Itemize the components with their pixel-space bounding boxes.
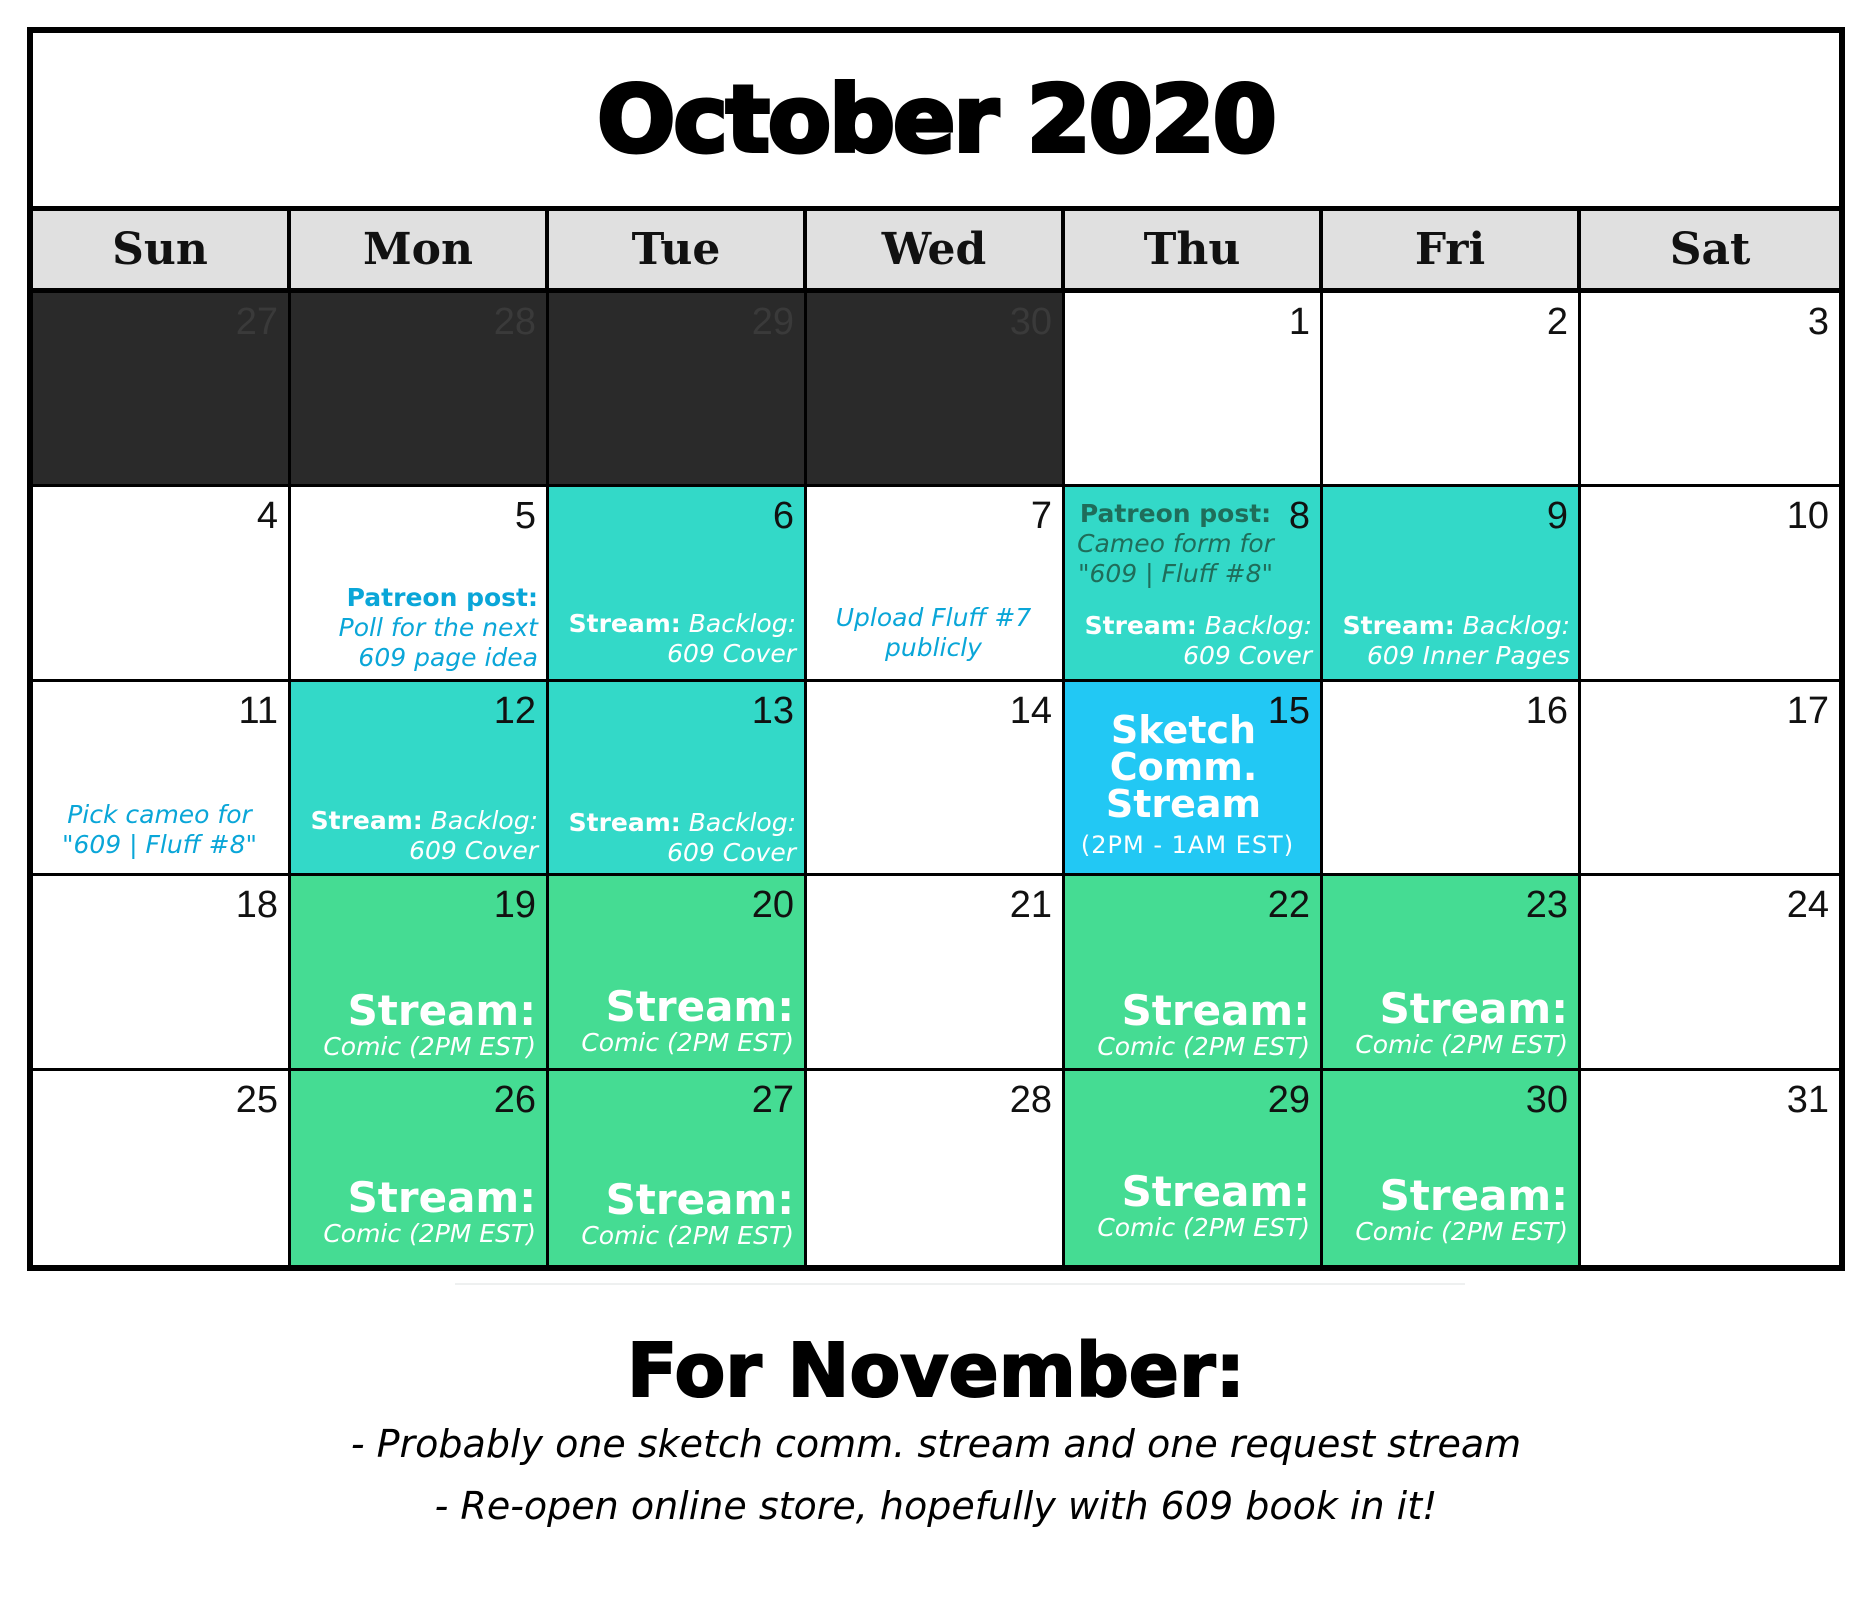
day-cell-oct-31: [1581, 1071, 1839, 1265]
event-text: 609 Inner Pages: [1366, 641, 1570, 671]
event-label: Stream:: [568, 807, 681, 837]
day-number: 26: [493, 1078, 536, 1121]
day-number: 10: [1786, 495, 1829, 538]
day-number: 11: [238, 689, 278, 732]
november-item: - Probably one sketch comm. stream and one request stream: [350, 1422, 1522, 1466]
day-number: 13: [751, 689, 794, 732]
event-comic-stream-time: Comic (2PM EST): [581, 1220, 794, 1250]
event-text: "609 | Fluff #8": [61, 829, 258, 859]
event-backlog-stream: [1071, 611, 1312, 671]
day-number: 7: [1030, 495, 1052, 538]
day-number: 9: [1546, 495, 1568, 538]
calendar-grid: [33, 293, 1839, 1265]
event-comic-stream-time: Comic (2PM EST): [581, 1028, 794, 1058]
day-number: 16: [1525, 689, 1568, 732]
event-comic-stream-label: Stream:: [347, 986, 536, 1036]
day-cell-oct-14: [807, 682, 1065, 876]
weekday-tue: Tue: [549, 211, 807, 288]
day-cell-oct-3: [1581, 293, 1839, 487]
event-text: Backlog:: [1204, 611, 1312, 641]
day-number: 4: [256, 495, 278, 538]
day-cell-oct-5: [291, 487, 549, 681]
day-cell-oct-1: [1065, 293, 1323, 487]
event-pick-cameo: [39, 800, 280, 860]
day-number: 27: [235, 301, 278, 343]
november-title: For November:: [626, 1328, 1246, 1414]
event-comic-stream-label: Stream:: [1379, 1170, 1568, 1220]
day-number: 31: [1786, 1078, 1829, 1121]
day-cell-oct-28: [807, 1071, 1065, 1265]
day-cell-oct-30: [1323, 1071, 1581, 1265]
day-cell-oct-18: [33, 876, 291, 1070]
event-text: 609 Cover: [1183, 641, 1312, 671]
event-label: Stream:: [1084, 611, 1197, 641]
event-comic-stream-label: Stream:: [605, 1174, 794, 1224]
event-text: publicly: [885, 633, 982, 663]
day-number: 3: [1807, 301, 1829, 343]
day-number: 5: [514, 495, 536, 538]
day-cell-sep-30: [807, 293, 1065, 487]
day-number: 18: [235, 884, 278, 927]
event-label: Stream:: [1342, 611, 1455, 641]
november-item: - Re-open online store, hopefully with 609 book in it!: [434, 1484, 1438, 1528]
day-number: 14: [1009, 689, 1052, 732]
day-cell-oct-26: [291, 1071, 549, 1265]
day-cell-sep-28: [291, 293, 549, 487]
day-cell-sep-27: [33, 293, 291, 487]
event-comic-stream-time: Comic (2PM EST): [1355, 1216, 1568, 1246]
calendar-title: October 2020: [597, 66, 1275, 173]
day-number: 28: [1009, 1078, 1052, 1121]
day-cell-oct-29: [1065, 1071, 1323, 1265]
day-number: 12: [493, 689, 536, 732]
day-cell-oct-12: [291, 682, 549, 876]
day-cell-oct-9: [1323, 487, 1581, 681]
event-text: Backlog:: [688, 807, 796, 837]
event-backlog-stream: [297, 806, 538, 866]
event-patreon-cameo: [1071, 499, 1280, 589]
day-cell-oct-8: [1065, 487, 1323, 681]
event-text: Backlog:: [430, 805, 538, 835]
event-comic-stream-label: Stream:: [1121, 986, 1310, 1036]
event-backlog-stream: [555, 808, 796, 868]
calendar-header: [33, 33, 1839, 211]
day-number: 24: [1786, 884, 1829, 927]
day-cell-oct-16: [1323, 682, 1581, 876]
event-text: 609 Cover: [667, 639, 796, 669]
event-label: Patreon post:: [1079, 499, 1272, 529]
event-text: "609 | Fluff #8": [1077, 559, 1274, 589]
event-comic-stream-time: Comic (2PM EST): [323, 1032, 536, 1062]
day-number: 30: [1009, 301, 1052, 343]
day-number: 23: [1525, 884, 1568, 927]
day-cell-oct-11: [33, 682, 291, 876]
event-text: Poll for the next: [338, 613, 538, 643]
weekday-header-row: [33, 211, 1839, 293]
day-number: 20: [751, 884, 794, 927]
event-upload-fluff: [813, 603, 1054, 663]
day-number: 2: [1546, 301, 1568, 343]
day-cell-oct-23: [1323, 876, 1581, 1070]
day-number: 19: [493, 884, 536, 927]
day-number: 17: [1786, 689, 1829, 732]
divider: [455, 1283, 1465, 1285]
day-number: 22: [1267, 884, 1310, 927]
day-cell-oct-15: [1065, 682, 1323, 876]
event-text: 609 Cover: [667, 837, 796, 867]
event-comic-stream-time: Comic (2PM EST): [1097, 1032, 1310, 1062]
event-text: Backlog:: [688, 609, 796, 639]
day-cell-oct-21: [807, 876, 1065, 1070]
day-cell-oct-4: [33, 487, 291, 681]
day-number: 29: [751, 301, 794, 343]
day-cell-oct-13: [549, 682, 807, 876]
event-label: Stream:: [310, 805, 423, 835]
day-cell-oct-6: [549, 487, 807, 681]
day-cell-oct-7: [807, 487, 1065, 681]
event-text: Sketch: [1110, 707, 1257, 752]
event-label: Patreon post:: [346, 583, 538, 613]
day-cell-oct-22: [1065, 876, 1323, 1070]
event-comic-stream-label: Stream:: [1379, 984, 1568, 1034]
event-sketch-stream-title: [1065, 707, 1302, 826]
day-number: 15: [1267, 689, 1310, 732]
event-text: Pick cameo for: [67, 799, 252, 829]
event-text: Stream: [1105, 781, 1262, 826]
day-number: 27: [751, 1078, 794, 1121]
day-cell-oct-24: [1581, 876, 1839, 1070]
day-number: 25: [235, 1078, 278, 1121]
event-patreon-poll: [297, 583, 538, 673]
weekday-sun: Sun: [33, 211, 291, 288]
day-cell-oct-10: [1581, 487, 1839, 681]
day-cell-oct-17: [1581, 682, 1839, 876]
day-number: 1: [1288, 301, 1310, 343]
event-comic-stream-label: Stream:: [605, 982, 794, 1032]
weekday-wed: Wed: [807, 211, 1065, 288]
event-comic-stream-label: Stream:: [1121, 1166, 1310, 1216]
event-text: 609 Cover: [409, 835, 538, 865]
event-comic-stream-label: Stream:: [347, 1172, 536, 1222]
day-cell-sep-29: [549, 293, 807, 487]
weekday-fri: Fri: [1323, 211, 1581, 288]
day-cell-oct-19: [291, 876, 549, 1070]
event-comic-stream-time: Comic (2PM EST): [1355, 1030, 1568, 1060]
event-comic-stream-time: Comic (2PM EST): [1097, 1212, 1310, 1242]
day-number: 21: [1009, 884, 1052, 927]
weekday-sat: Sat: [1581, 211, 1839, 288]
event-backlog-stream: [555, 609, 796, 669]
event-text: 609 page idea: [358, 643, 538, 673]
event-text: Cameo form for: [1077, 529, 1274, 559]
day-number: 30: [1525, 1078, 1568, 1121]
day-cell-oct-2: [1323, 293, 1581, 487]
event-text: Upload Fluff #7: [835, 603, 1032, 633]
calendar: [27, 27, 1845, 1271]
event-comic-stream-time: Comic (2PM EST): [323, 1218, 536, 1248]
event-backlog-stream: [1329, 611, 1570, 671]
day-number: 28: [493, 301, 536, 343]
day-cell-oct-20: [549, 876, 807, 1070]
event-text: Comm.: [1109, 744, 1258, 789]
weekday-thu: Thu: [1065, 211, 1323, 288]
event-label: Stream:: [568, 609, 681, 639]
weekday-mon: Mon: [291, 211, 549, 288]
day-number: 8: [1288, 495, 1310, 538]
event-sketch-stream-time: (2PM - 1AM EST): [1080, 831, 1295, 860]
event-text: Backlog:: [1462, 611, 1570, 641]
day-cell-oct-25: [33, 1071, 291, 1265]
day-number: 6: [772, 495, 794, 538]
day-number: 29: [1267, 1078, 1310, 1121]
day-cell-oct-27: [549, 1071, 807, 1265]
